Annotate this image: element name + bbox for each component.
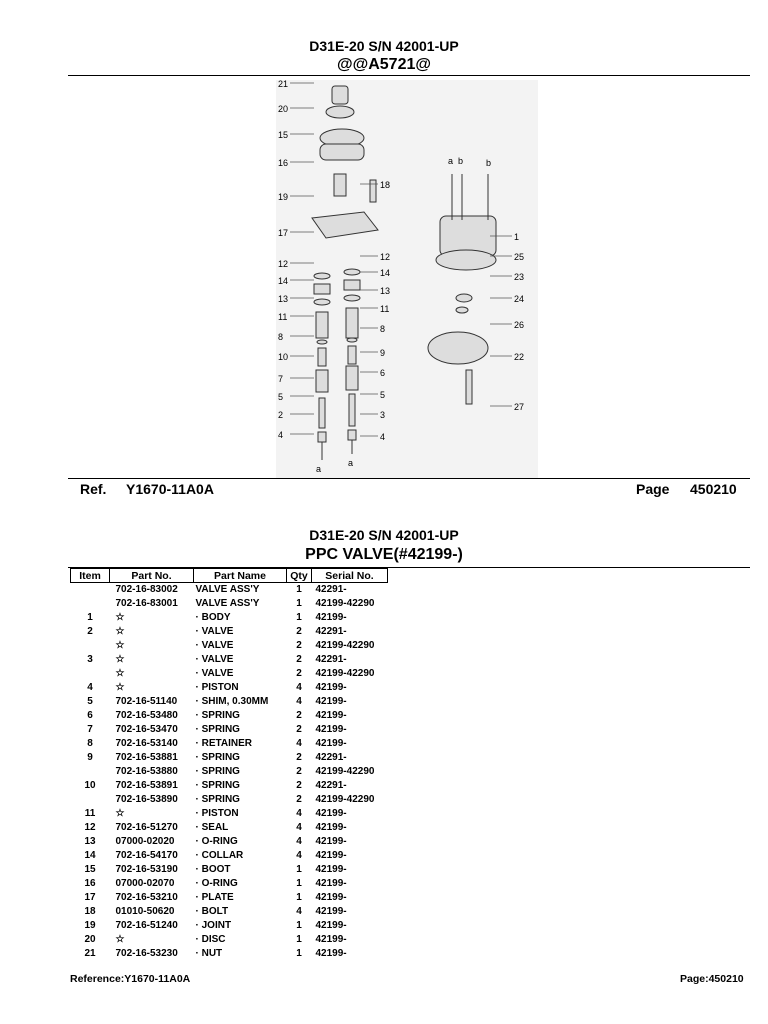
cell-part-no: ☆ [115, 626, 125, 637]
cell-part-name: · VALVE [195, 640, 234, 651]
page1-model-title: D31E-20 S/N 42001-UP [309, 38, 459, 54]
cell-serial-no: 42199- [315, 906, 347, 917]
table-row [71, 723, 388, 737]
cell-part-no: 702-16-53190 [115, 864, 178, 875]
cell-part-name: · SEAL [195, 822, 229, 833]
cell-qty: 4 [296, 738, 302, 749]
table-row [71, 891, 388, 905]
cell-part-name: · SPRING [195, 724, 240, 735]
cell-item: 8 [87, 738, 93, 749]
cell-qty: 2 [296, 780, 302, 791]
callout-label: 6 [380, 368, 386, 378]
cell-part-no: ☆ [115, 808, 125, 819]
table-row [71, 611, 388, 625]
cell-part-name: · PISTON [195, 808, 239, 819]
table-row [71, 779, 388, 793]
cell-item: 3 [87, 654, 93, 665]
page1-top-rule [68, 75, 750, 76]
callout-label: 12 [278, 259, 289, 269]
cell-qty: 2 [296, 654, 302, 665]
table-row [71, 905, 388, 919]
callout-label: 14 [380, 268, 391, 278]
cell-serial-no: 42199- [315, 864, 347, 875]
cell-qty: 2 [296, 766, 302, 777]
cell-part-no: 702-16-53210 [115, 892, 178, 903]
callout-label: 15 [278, 130, 289, 140]
callout-label: 14 [278, 276, 289, 286]
stack-b [344, 269, 360, 440]
cell-part-no: ☆ [115, 612, 125, 623]
header-qty: Qty [287, 569, 312, 583]
cell-part-name: · VALVE [195, 626, 234, 637]
callout-label: 5 [278, 392, 284, 402]
part-small-ring [456, 307, 468, 313]
part-plate [312, 212, 378, 238]
table-row [71, 933, 388, 947]
table-row [71, 947, 388, 961]
cell-item [71, 793, 110, 807]
cell-part-name: · O-RING [195, 878, 238, 889]
callout-label: 19 [278, 192, 289, 202]
stack-a [314, 273, 330, 442]
cell-item: 18 [84, 906, 96, 917]
table-row [71, 863, 388, 877]
cell-qty: 2 [296, 668, 302, 679]
cell-part-no: ☆ [115, 640, 125, 651]
part-bolt [370, 180, 376, 202]
cell-item: 10 [84, 780, 96, 791]
cell-qty: 4 [296, 696, 302, 707]
header-item: Item [71, 569, 110, 583]
cell-part-no: 702-16-53140 [115, 738, 178, 749]
diagram-svg [276, 80, 538, 478]
cell-part-no: 702-16-54170 [115, 850, 178, 861]
cell-serial-no: 42199- [315, 682, 347, 693]
cell-serial-no: 42199- [315, 612, 347, 623]
cell-item [71, 597, 110, 611]
cell-qty: 4 [296, 906, 302, 917]
table-row [71, 821, 388, 835]
callout-label: 1 [514, 232, 520, 242]
cell-qty: 2 [296, 794, 302, 805]
cell-item: 6 [87, 710, 93, 721]
callout-label: 3 [380, 410, 386, 420]
cell-serial-no: 42199- [315, 696, 347, 707]
cell-part-no: 702-16-83002 [115, 584, 178, 595]
cell-part-no: 702-16-53880 [115, 766, 178, 777]
table-row [71, 807, 388, 821]
cell-part-no: ☆ [115, 668, 125, 679]
cell-serial-no: 42199- [315, 822, 347, 833]
cell-part-name: · BOLT [195, 906, 229, 917]
cell-part-name: · VALVE [195, 668, 234, 679]
part-base [428, 332, 488, 364]
cell-part-name: · SPRING [195, 710, 240, 721]
cell-part-no: 702-16-53230 [115, 948, 178, 959]
table-row [71, 597, 388, 611]
cell-part-name: · BODY [195, 612, 231, 623]
callout-label: 8 [278, 332, 284, 342]
footer-reference: Reference:Y1670-11A0A [70, 973, 191, 985]
ref-value: Y1670-11A0A [126, 481, 214, 497]
cell-serial-no: 42291- [315, 626, 347, 637]
callout-label: 13 [380, 286, 391, 296]
table-row [71, 835, 388, 849]
cell-qty: 2 [296, 626, 302, 637]
cell-qty: 4 [296, 808, 302, 819]
cell-serial-no: 42199- [315, 738, 347, 749]
callout-label: 4 [278, 430, 284, 440]
cell-serial-no: 42199-42290 [315, 766, 375, 777]
callout-label: 20 [278, 104, 289, 114]
callout-label: 10 [278, 352, 289, 362]
cell-qty: 1 [296, 598, 302, 609]
cell-serial-no: 42291- [315, 584, 347, 595]
callout-label: 2 [278, 410, 284, 420]
cell-part-name: VALVE ASS'Y [195, 584, 260, 595]
table-row [71, 695, 388, 709]
cell-part-no: 702-16-53470 [115, 724, 178, 735]
cell-qty: 1 [296, 892, 302, 903]
cell-qty: 1 [296, 584, 302, 595]
callout-label: 13 [278, 294, 289, 304]
cell-serial-no: 42199- [315, 836, 347, 847]
cell-qty: 4 [296, 682, 302, 693]
cell-item: 11 [84, 808, 96, 819]
page-label: Page [636, 481, 670, 497]
part-valve-ring [436, 250, 496, 270]
table-row [71, 667, 388, 681]
cell-qty: 4 [296, 850, 302, 861]
table-row [71, 751, 388, 765]
cell-item: 19 [84, 920, 96, 931]
cell-item: 1 [87, 612, 93, 623]
table-row [71, 639, 388, 653]
cell-part-no: 07000-02070 [115, 878, 175, 889]
callout-label: 5 [380, 390, 386, 400]
table-row [71, 681, 388, 695]
callout-label: 11 [278, 312, 288, 322]
cell-part-no: 01010-50620 [115, 906, 175, 917]
page1-code-title: @@A5721@ [337, 56, 431, 73]
table-row [71, 583, 388, 598]
cell-item: 15 [84, 864, 96, 875]
part-washer [456, 294, 472, 302]
cell-serial-no: 42199- [315, 948, 347, 959]
cell-part-name: VALVE ASS'Y [195, 598, 260, 609]
table-row [71, 793, 388, 807]
header-part-name: Part Name [194, 569, 287, 583]
cell-part-no: 702-16-53891 [115, 780, 178, 791]
cell-item: 7 [87, 724, 93, 735]
cell-part-no: ☆ [115, 934, 125, 945]
cell-qty: 4 [296, 822, 302, 833]
page2-section-title: PPC VALVE(#42199-) [305, 546, 463, 563]
table-row [71, 877, 388, 891]
cell-part-name: · RETAINER [195, 738, 252, 749]
port-label: b [458, 156, 464, 166]
ref-label: Ref. [80, 481, 107, 497]
cell-part-name: · COLLAR [195, 850, 244, 861]
callout-label: 16 [278, 158, 289, 168]
callout-label: 24 [514, 294, 525, 304]
callout-label: 25 [514, 252, 525, 262]
cell-qty: 1 [296, 878, 302, 889]
cell-part-name: · NUT [195, 948, 223, 959]
table-row [71, 737, 388, 751]
cell-part-name: · DISC [195, 934, 226, 945]
cell-item: 5 [87, 696, 93, 707]
cell-part-name: · SHIM, 0.30MM [195, 696, 269, 707]
cell-qty: 1 [296, 920, 302, 931]
table-row [71, 653, 388, 667]
cell-serial-no: 42199- [315, 710, 347, 721]
cell-part-no: 07000-02020 [115, 836, 175, 847]
cell-part-no: 702-16-51240 [115, 920, 178, 931]
cell-item: 14 [84, 850, 96, 861]
cell-item [71, 667, 110, 681]
part-oring-large [320, 144, 364, 160]
cell-serial-no: 42199- [315, 724, 347, 735]
cell-item: 12 [84, 822, 96, 833]
exploded-parts-diagram [276, 80, 538, 478]
cell-serial-no: 42291- [315, 780, 347, 791]
cell-item: 2 [87, 626, 93, 637]
callout-label: 18 [380, 180, 391, 190]
cell-serial-no: 42199- [315, 878, 347, 889]
part-bottom-bolt [466, 370, 472, 404]
cell-serial-no: 42199-42290 [315, 640, 375, 651]
cell-part-name: · SPRING [195, 766, 240, 777]
cell-qty: 2 [296, 752, 302, 763]
cell-qty: 1 [296, 934, 302, 945]
cell-qty: 2 [296, 724, 302, 735]
cell-part-name: · SPRING [195, 794, 240, 805]
cell-item: 13 [84, 836, 96, 847]
callout-label: 23 [514, 272, 525, 282]
cell-item: 17 [84, 892, 96, 903]
cell-item: 4 [87, 682, 93, 693]
cell-serial-no: 42199- [315, 920, 347, 931]
port-label: a [348, 458, 354, 468]
cell-item: 9 [87, 752, 93, 763]
cell-qty: 2 [296, 710, 302, 721]
cell-part-no: 702-16-53480 [115, 710, 178, 721]
cell-qty: 2 [296, 640, 302, 651]
cell-serial-no: 42199-42290 [315, 598, 375, 609]
callout-label: 8 [380, 324, 386, 334]
parts-table [70, 568, 388, 961]
cell-item [71, 583, 110, 598]
part-nut [332, 86, 348, 104]
port-label: a [448, 156, 454, 166]
cell-item: 20 [84, 934, 96, 945]
cell-part-no: ☆ [115, 682, 125, 693]
cell-serial-no: 42199- [315, 934, 347, 945]
cell-part-name: · VALVE [195, 654, 234, 665]
page2-model-title: D31E-20 S/N 42001-UP [309, 527, 459, 543]
callout-label: 21 [278, 80, 289, 89]
part-disc [326, 106, 354, 118]
cell-part-no: 702-16-53881 [115, 752, 178, 763]
table-row [71, 849, 388, 863]
cell-qty: 1 [296, 612, 302, 623]
callout-label: 11 [380, 304, 390, 314]
callout-label: 17 [278, 228, 289, 238]
cell-part-no: 702-16-53890 [115, 794, 178, 805]
cell-part-no: 702-16-51140 [115, 696, 178, 707]
callout-label: 26 [514, 320, 525, 330]
cell-serial-no: 42199- [315, 850, 347, 861]
page-value: 450210 [690, 481, 737, 497]
cell-part-name: · PLATE [195, 892, 234, 903]
cell-part-name: · O-RING [195, 836, 238, 847]
cell-part-no: 702-16-51270 [115, 822, 178, 833]
callout-label: 22 [514, 352, 525, 362]
cell-part-no: ☆ [115, 654, 125, 665]
cell-part-no: 702-16-83001 [115, 598, 178, 609]
cell-item [71, 765, 110, 779]
header-serial-no: Serial No. [312, 569, 388, 583]
cell-qty: 4 [296, 836, 302, 847]
table-header-row [71, 569, 388, 583]
cell-qty: 1 [296, 948, 302, 959]
cell-serial-no: 42199-42290 [315, 794, 375, 805]
footer-page: Page:450210 [680, 973, 744, 985]
cell-item: 16 [84, 878, 96, 889]
cell-part-name: · JOINT [195, 920, 232, 931]
table-row [71, 625, 388, 639]
page1-bottom-rule [68, 478, 750, 479]
callout-label: 7 [278, 374, 284, 384]
header-part-no: Part No. [110, 569, 194, 583]
callout-label: 4 [380, 432, 386, 442]
callout-label: 9 [380, 348, 386, 358]
callout-label: 12 [380, 252, 391, 262]
table-row [71, 919, 388, 933]
cell-item [71, 639, 110, 653]
port-label: b [486, 158, 492, 168]
port-label: a [316, 464, 322, 474]
part-joint [334, 174, 346, 196]
callout-label: 27 [514, 402, 525, 412]
cell-serial-no: 42199-42290 [315, 668, 375, 679]
table-row [71, 709, 388, 723]
cell-serial-no: 42291- [315, 752, 347, 763]
cell-item: 21 [84, 948, 96, 959]
cell-serial-no: 42291- [315, 654, 347, 665]
cell-part-name: · SPRING [195, 752, 240, 763]
cell-part-name: · SPRING [195, 780, 240, 791]
cell-part-name: · PISTON [195, 682, 239, 693]
table-row [71, 765, 388, 779]
cell-qty: 1 [296, 864, 302, 875]
cell-serial-no: 42199- [315, 892, 347, 903]
cell-part-name: · BOOT [195, 864, 231, 875]
cell-serial-no: 42199- [315, 808, 347, 819]
